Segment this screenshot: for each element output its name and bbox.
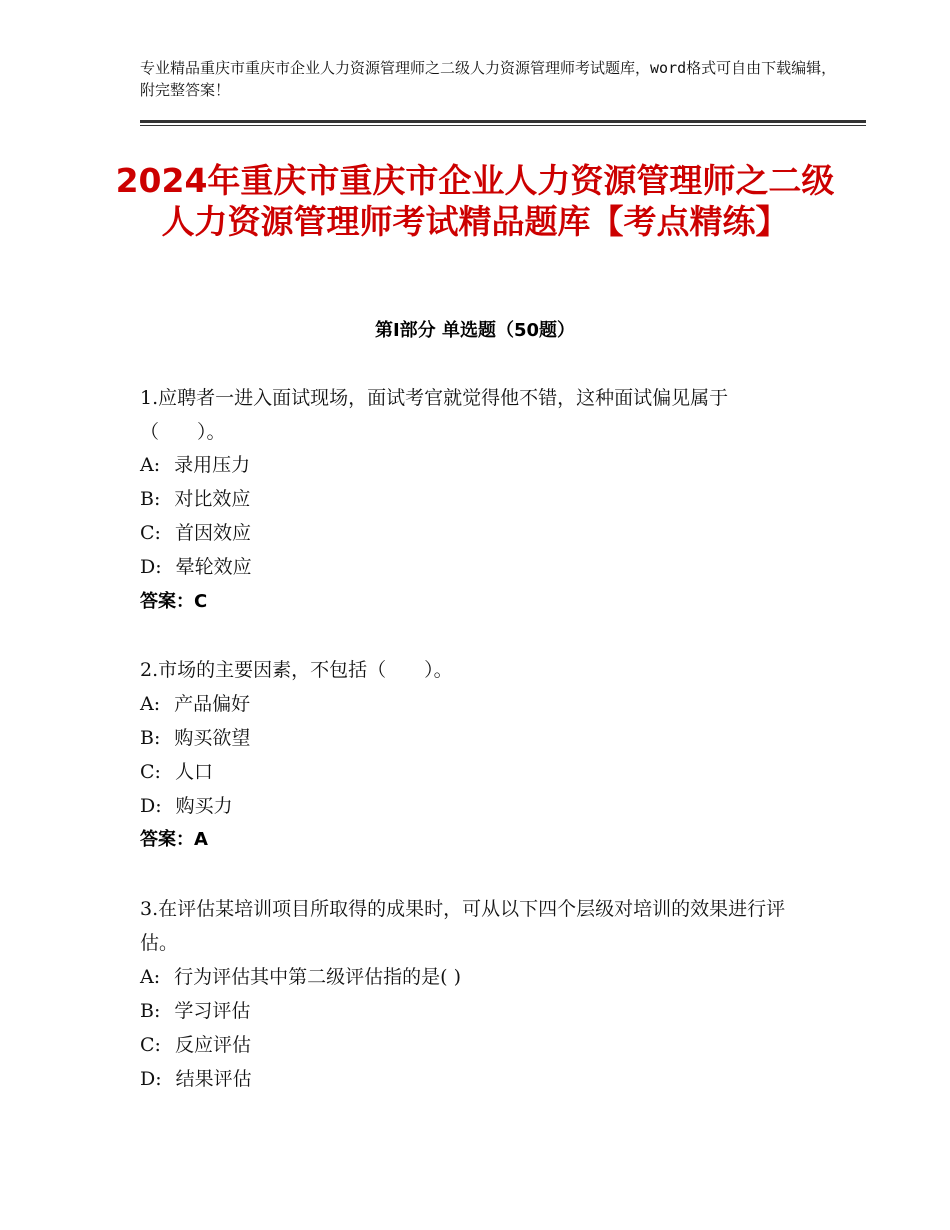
option-text: 人口: [174, 761, 213, 783]
answer-value: A: [194, 829, 208, 850]
answer-label: 答案：: [140, 829, 194, 850]
question-3-option-b: [140, 994, 250, 1028]
option-letter: C:: [140, 761, 161, 783]
option-letter: B:: [140, 1000, 161, 1022]
answer-value: C: [194, 591, 208, 612]
option-letter: B:: [140, 727, 161, 749]
option-text: 录用压力: [174, 454, 251, 476]
header-rule-thick: [140, 120, 866, 123]
option-letter: D:: [140, 556, 162, 578]
option-letter: C:: [140, 522, 161, 544]
option-letter: A:: [140, 693, 161, 715]
question-3-text: 3.在评估某培训项目所取得的成果时，可从以下四个层级对培训的效果进行评估。: [140, 898, 786, 954]
option-text: 学习评估: [174, 1000, 251, 1022]
section-title: 第Ⅰ部分 单选题（50题）: [374, 320, 575, 341]
question-2-text: 2.市场的主要因素，不包括（ ）。: [140, 659, 453, 681]
question-1-option-b: [140, 482, 250, 516]
question-3-option-a: [140, 960, 461, 994]
header-note: 专业精品重庆市重庆市企业人力资源管理师之二级人力资源管理师考试题库，word格式可自由下载编辑，附完整答案！: [140, 59, 837, 99]
question-1-option-a: [140, 448, 250, 482]
option-text: 反应评估: [174, 1034, 251, 1056]
option-text: 产品偏好: [174, 693, 251, 715]
option-text: 购买欲望: [174, 727, 251, 749]
option-letter: A:: [140, 454, 161, 476]
question-2-option-a: [140, 687, 250, 721]
option-letter: D:: [140, 795, 162, 817]
header-rule-thin: [140, 125, 866, 126]
option-letter: B:: [140, 488, 161, 510]
answer-label: 答案：: [140, 591, 194, 612]
option-text: 行为评估其中第二级评估指的是( ): [174, 966, 461, 988]
option-text: 结果评估: [175, 1068, 252, 1090]
option-letter: D:: [140, 1068, 162, 1090]
question-1-text: 1.应聘者一进入面试现场，面试考官就觉得他不错，这种面试偏见属于（ ）。: [140, 387, 729, 443]
option-text: 晕轮效应: [175, 556, 252, 578]
option-letter: C:: [140, 1034, 161, 1056]
question-2-option-d: [140, 789, 233, 823]
question-3-option-c: [140, 1028, 251, 1062]
option-text: 首因效应: [174, 522, 251, 544]
option-letter: A:: [140, 966, 161, 988]
question-2-option-c: [140, 755, 213, 789]
question-2-option-b: [140, 721, 250, 755]
option-text: 购买力: [175, 795, 233, 817]
question-1-option-c: [140, 516, 251, 550]
document-title: 2024年重庆市重庆市企业人力资源管理师之二级人力资源管理师考试精品题库【考点精练】: [115, 161, 835, 241]
question-1-option-d: [140, 550, 252, 584]
question-1-answer: [140, 585, 207, 619]
option-text: 对比效应: [174, 488, 251, 510]
question-3-option-d: [140, 1062, 252, 1096]
question-2-answer: [140, 823, 208, 857]
